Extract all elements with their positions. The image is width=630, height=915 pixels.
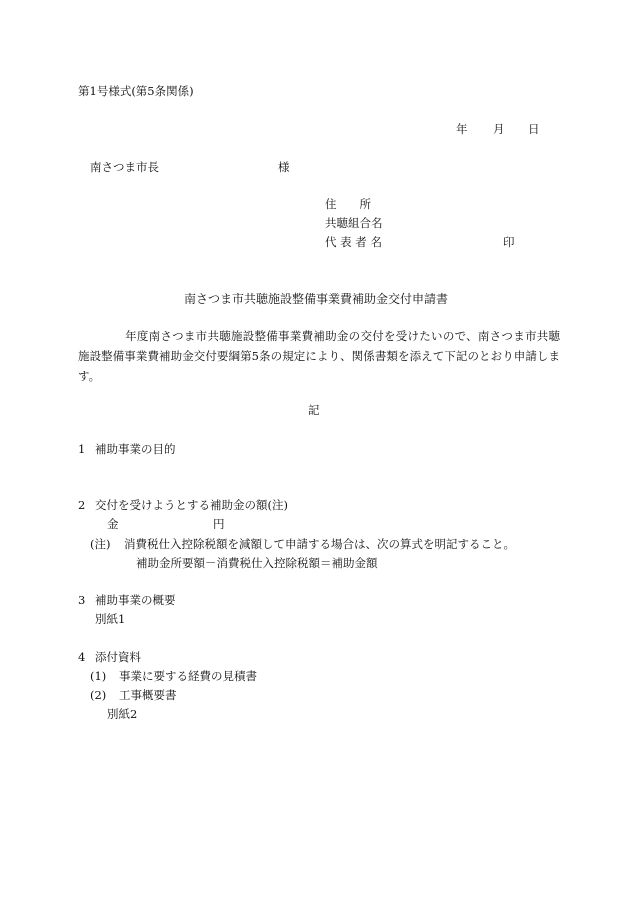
- item1-number: 1: [78, 442, 86, 456]
- date-month: 月: [493, 122, 505, 136]
- applicant-association-label: 共聴組合名: [325, 216, 383, 230]
- item4-sub2-attachment: 別紙2: [107, 707, 138, 721]
- item3-title: 補助事業の概要: [95, 593, 176, 607]
- document-title: 南さつま市共聴施設整備事業費補助金交付申請書: [184, 292, 449, 306]
- ki-heading: 記: [308, 403, 320, 417]
- item2-number: 2: [78, 498, 86, 512]
- item4-number: 4: [78, 650, 86, 664]
- item2-title: 交付を受けようとする補助金の額(注): [95, 498, 288, 512]
- applicant-representative-label: 代 表 者 名: [325, 235, 382, 249]
- note-text: 消費税仕入控除税額を減額して申請する場合は、次の算式を明記すること。: [124, 537, 515, 551]
- formula: 補助金所要額－消費税仕入控除税額＝補助金額: [136, 556, 378, 570]
- item4-sub2-number: (2): [90, 688, 107, 702]
- seal-mark: 印: [503, 235, 515, 249]
- note-label: (注): [90, 537, 111, 551]
- amount-prefix: 金: [107, 517, 119, 531]
- addressee-name: 南さつま市長: [90, 160, 159, 174]
- date-day: 日: [528, 122, 540, 136]
- item4-sub1-number: (1): [90, 669, 107, 683]
- item3-number: 3: [78, 593, 86, 607]
- applicant-address-label: 住 所: [325, 197, 371, 211]
- item4-sub2-text: 工事概要書: [119, 688, 177, 702]
- addressee-honorific: 様: [278, 160, 290, 174]
- item1-title: 補助事業の目的: [95, 442, 176, 456]
- date-year: 年: [456, 122, 468, 136]
- item3-attachment: 別紙1: [95, 612, 126, 626]
- body-paragraph: 年度南さつま市共聴施設整備事業費補助金の交付を受けたいので、南さつま市共聴施設整備事業費補助金交付要綱第5条の規定により、関係書類を添えて下記のとおり申請します。: [78, 329, 560, 383]
- amount-unit: 円: [213, 517, 225, 531]
- form-label: 第1号様式(第5条関係): [78, 84, 194, 98]
- item4-title: 添付資料: [95, 650, 141, 664]
- item4-sub1-text: 事業に要する経費の見積書: [119, 669, 257, 683]
